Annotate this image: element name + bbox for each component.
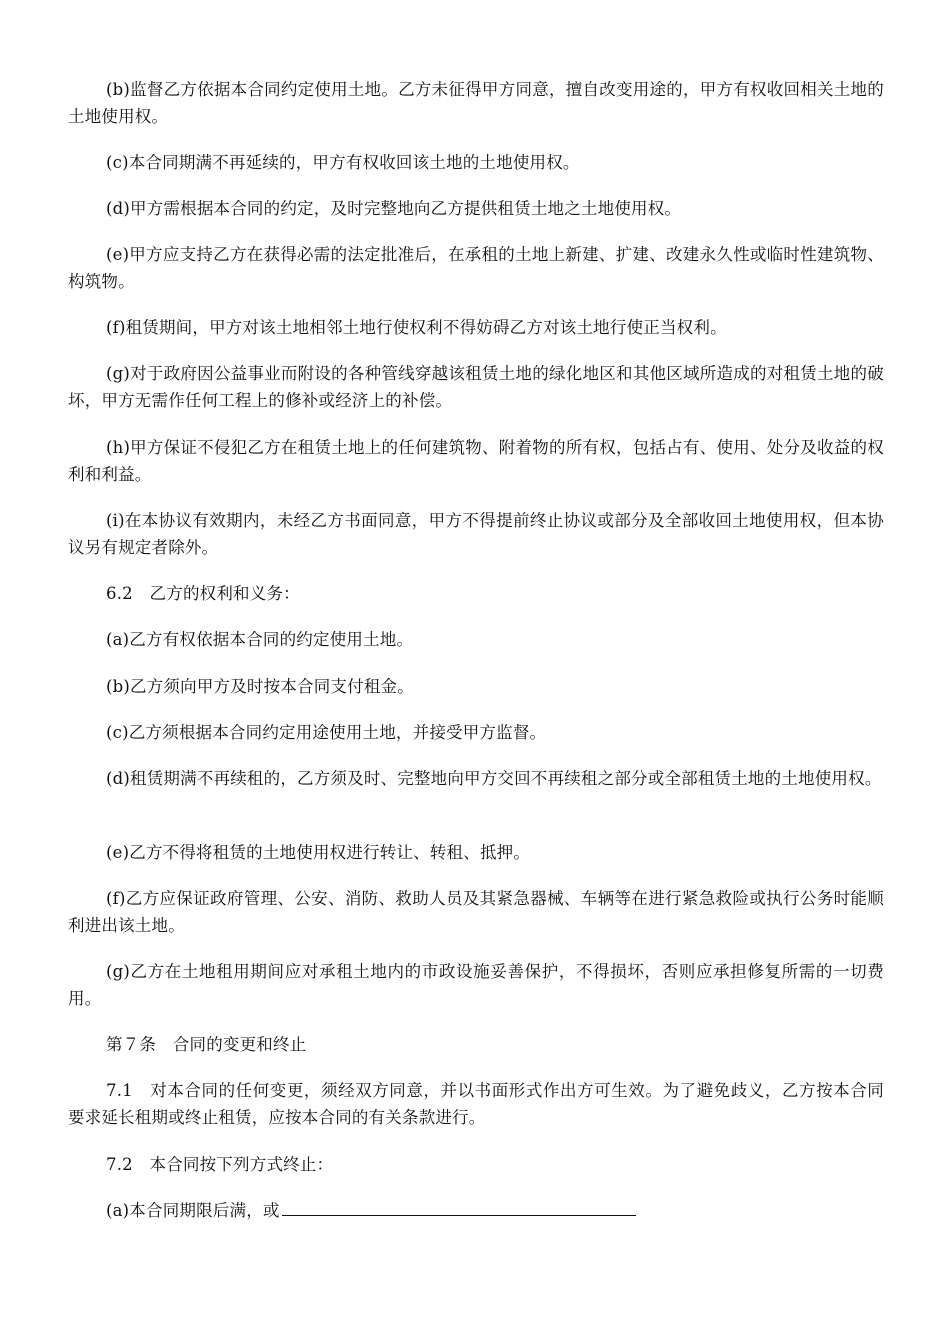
- clause-6-1-c: (c)本合同期满不再延续的，甲方有权收回该土地的土地使用权。: [106, 153, 580, 172]
- clause-6-1-g: (g)对于政府因公益事业而附设的各种管线穿越该租赁土地的绿化地区和其他区域所造成的对租赁土地的破坏，甲方无需作任何工程上的修补或经济上的补偿。: [68, 364, 884, 410]
- clause-6-2-d: (d)租赁期满不再续租的，乙方须及时、完整地向甲方交回不再续租之部分或全部租赁土地的土地使用权。: [106, 769, 882, 788]
- clause-6-1-b: (b)监督乙方依据本合同约定使用土地。乙方未征得甲方同意，擅自改变用途的，甲方有权收回相关土地的土地使用权。: [68, 80, 884, 126]
- clause-6-1-i: (i)在本协议有效期内，未经乙方书面同意，甲方不得提前终止协议或部分及全部收回土地使用权，但本协议另有规定者除外。: [68, 511, 884, 557]
- clause-6-1-d: (d)甲方需根据本合同的约定，及时完整地向乙方提供租赁土地之土地使用权。: [106, 199, 682, 218]
- clause-6-2-b: (b)乙方须向甲方及时按本合同支付租金。: [106, 677, 414, 696]
- clause-6-2-g: (g)乙方在土地租用期间应对承租土地内的市政设施妥善保护，不得损坏，否则应承担修复所需的一切费用。: [68, 962, 884, 1008]
- article-7-heading: 第７条 合同的变更和终止: [106, 1035, 307, 1054]
- clause-7-1: 7.1 对本合同的任何变更，须经双方同意，并以书面形式作出方可生效。为了避免歧义，乙方按本合同要求延长租期或终止租赁，应按本合同的有关条款进行。: [68, 1081, 884, 1127]
- clause-6-1-f: (f)租赁期间，甲方对该土地相邻土地行使权利不得妨碍乙方对该土地行使正当权利。: [106, 318, 727, 337]
- clause-6-1-e: (e)甲方应支持乙方在获得必需的法定批准后，在承租的土地上新建、扩建、改建永久性或临时性建筑物、构筑物。: [68, 245, 884, 291]
- clause-6-2-f: (f)乙方应保证政府管理、公安、消防、救助人员及其紧急器械、车辆等在进行紧急救险或执行公务时能顺利进出该土地。: [68, 889, 884, 935]
- fill-in-blank-line: [282, 1197, 636, 1216]
- clause-6-2-a: (a)乙方有权依据本合同的约定使用土地。: [106, 630, 414, 649]
- clause-6-2-c: (c)乙方须根据本合同约定用途使用土地，并接受甲方监督。: [106, 723, 547, 742]
- clause-7-2: 7.2 本合同按下列方式终止：: [106, 1155, 334, 1174]
- clause-7-2-a-text: (a)本合同期限后满，或: [106, 1201, 280, 1220]
- clause-6-2-e: (e)乙方不得将租赁的土地使用权进行转让、转租、抵押。: [106, 843, 531, 862]
- clause-6-1-h: (h)甲方保证不侵犯乙方在租赁土地上的任何建筑物、附着物的所有权，包括占有、使用、处分及收益的权利和利益。: [68, 438, 884, 484]
- clause-7-2-a: [68, 1197, 884, 1224]
- section-6-2-heading: 6.2 乙方的权利和义务：: [106, 584, 300, 603]
